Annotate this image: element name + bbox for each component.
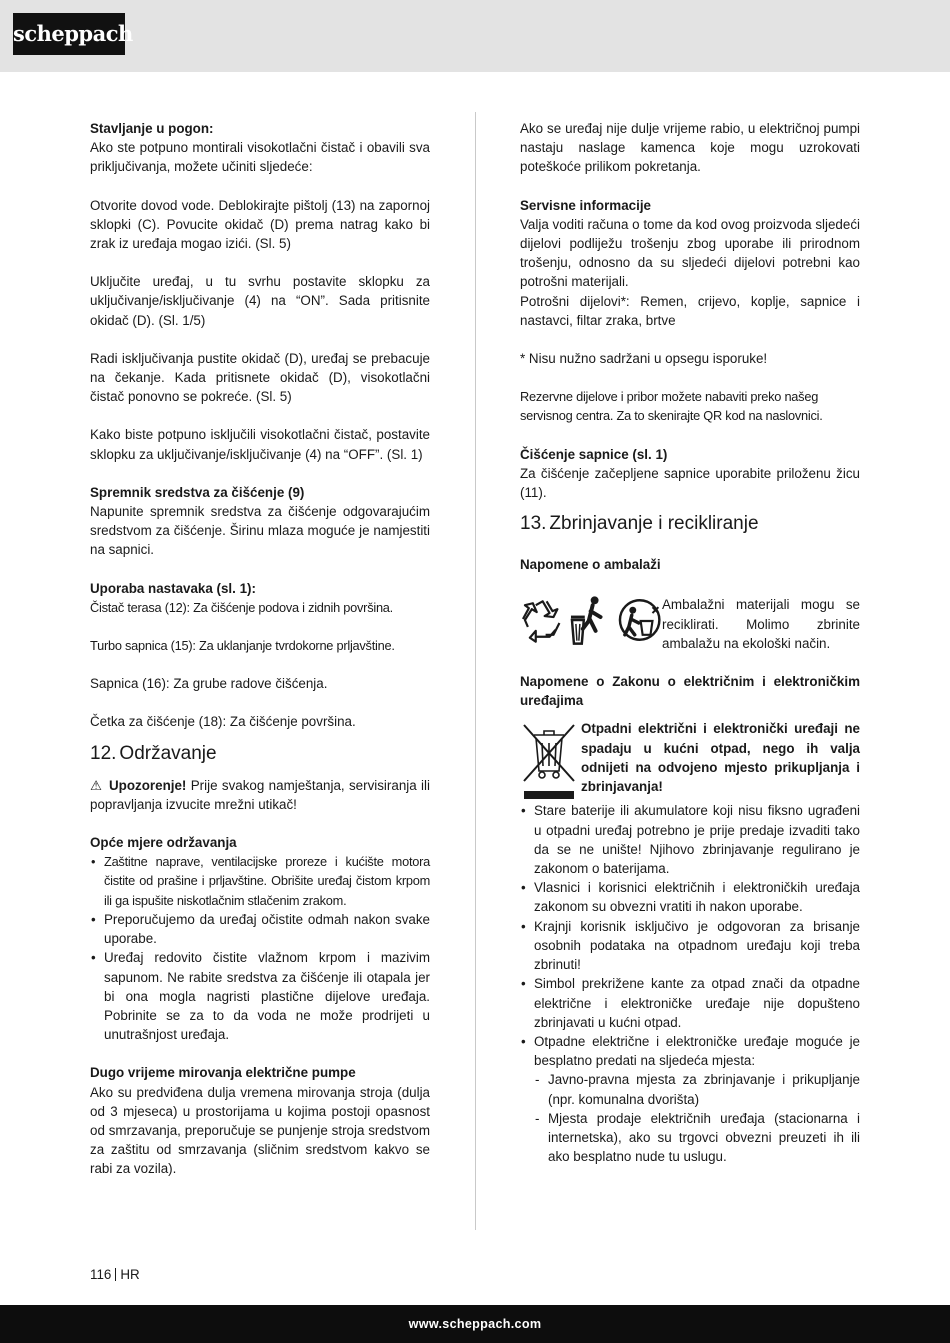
column-divider xyxy=(475,112,476,1230)
recycling-icons xyxy=(520,595,662,645)
maintenance-warning: ⚠ Upozorenje! Prije svakog namještanja, servisiranja ili popravljanja izvucite mrežni utikač! xyxy=(90,777,430,812)
left-column xyxy=(90,119,430,1179)
attachment-item: Čistač terasa (12): Za čišćenje podova i zidnih površina. xyxy=(90,599,393,615)
commissioning-p2: Uključite uređaj, u tu svrhu postavite sklopku za uključivanje/isključivanje (4) na “ON”. Sada pritisnite okidač (D). (Sl. 1/5) xyxy=(90,274,430,328)
service-text: Valja voditi računa o tome da kod ovog proizvoda sljedeći dijelovi podliježu trošenju zbog uporabe ili prirodnom trošenju, odnosno da su sljedeći dijelovi potrebni kao potrošni materijali. xyxy=(520,216,860,290)
page-footer xyxy=(0,1305,950,1343)
commissioning-heading: Stavljanje u pogon: xyxy=(90,121,214,136)
limescale-text: Ako se uređaj nije dulje vrijeme rabio, u električnoj pumpi nastaju naslage kamenca koje mogu uzrokovati poteškoće prilikom pokretanja. xyxy=(520,121,860,175)
commissioning-p3: Radi isključivanja pustite okidač (D), uređaj se prebacuje na čekanje. Kada pritisnete okidač (D), visokotlačni čistač ponovno se pokreće. (Sl. 5) xyxy=(90,350,430,405)
spare-parts-text: Rezervne dijelove i pribor možete nabaviti preko našeg servisnog centra. Za to skenirajte QR kod na naslovnici. xyxy=(520,389,823,424)
attachment-item: Četka za čišćenje (18): Za čišćenje površina. xyxy=(90,714,356,730)
detergent-heading: Spremnik sredstva za čišćenje (9) xyxy=(90,484,305,500)
idle-pump-text: Ako su predviđena dulja vremena mirovanja stroja (dulja od 3 mjeseca) u prostorijama u kojima postoji opasnost od smrzavanja, preporučuje se punjenje stroja sredstvom za zaštitu od smrzavanja (sličnim sredstvom kakvo se rabi za vozila). xyxy=(90,1084,430,1177)
section-maintenance-title: 12. Održavanje xyxy=(90,742,217,764)
nozzle-cleaning-text: Za čišćenje začepljene sapnice uporabite priloženu žicu (11). xyxy=(520,465,860,501)
list-item: • Krajnji korisnik isključivo je odgovoran za brisanje osobnih podataka na otpadnom uređaju koji treba zbrinuti! xyxy=(520,917,860,975)
commissioning-p4: Kako biste potpuno isključili visokotlačni čistač, postavite sklopku za uključivanje/isključivanje (4) na “OFF”. (Sl. 1) xyxy=(90,427,430,462)
page-header xyxy=(0,0,950,72)
list-item: • Zaštitne naprave, ventilacijske proreze i kućište motora čistite od prašine i prljavštine. Obrišite uređaj čistom krpom ili ga ispušite niskotlačnim stlačenim zrakom. xyxy=(90,852,430,910)
attachments-heading: Uporaba nastavaka (sl. 1): xyxy=(90,580,256,596)
scheppach-logo: scheppach xyxy=(13,13,125,55)
commissioning-intro: Ako ste potpuno montirali visokotlačni čistač i obavili sva priključivanja, možete učiniti sljedeće: xyxy=(90,140,430,175)
list-item: • Vlasnici i korisnici električnih i elektroničkih uređaja zakonom su obvezni vratiti ih nakon uporabe. xyxy=(520,878,860,916)
packaging-heading: Napomene o ambalaži xyxy=(520,557,661,573)
list-item: • Uređaj redovito čistite vlažnom krpom i mazivim sapunom. Ne rabite sredstva za čišćenje ili otapala jer bi ona mogla nagristi plastične dijelove uređaja. Pobrinite se za to da voda ne može prodrijeti u unutrašnjost uređaja. xyxy=(90,948,430,1044)
idle-pump-heading: Dugo vrijeme mirovanja električne pumpe xyxy=(90,1065,356,1081)
list-item: • Preporučujemo da uređaj očistite odmah nakon svake uporabe. xyxy=(90,910,430,948)
collection-points-list xyxy=(534,1070,860,1166)
weee-warning-text: Otpadni električni i elektronički uređaji ne spadaju u kućni otpad, nego ih valja odnijeti na odvojeno mjesto prikupljanja i zbrinjavanja! xyxy=(581,721,860,795)
detergent-text: Napunite spremnik sredstva za čišćenje odgovarajućim sredstvom za čišćenje. Širinu mlaza moguće je namjestiti na sapnici. xyxy=(90,504,430,558)
section-disposal-title: 13. Zbrinjavanje i recikliranje xyxy=(520,513,759,535)
weee-notice xyxy=(520,719,860,801)
list-item: - Mjesta prodaje električnih uređaja (stacionarna i internetska), ako su trgovci obvezni preuzeti ih ili ako besplatno nude tu uslugu. xyxy=(534,1109,860,1167)
packaging-text: Ambalažni materijali mogu se reciklirati. Molimo zbrinite ambalažu na ekološki način. xyxy=(662,597,860,651)
list-item: • Stare baterije ili akumulatore koji nisu fiksno ugrađeni u otpadni uređaj potrebno je prije predaje izvaditi tako da se ne unište! Njihovo zbrinjavanje regulirano je zakonom o baterijama. xyxy=(520,801,860,878)
wear-parts-text: Potrošni dijelovi*: Remen, crijevo, koplje, sapnice i nastavci, filtar zraka, brtve xyxy=(520,293,860,328)
commissioning-p1: Otvorite dovod vode. Deblokirajte pištolj (13) na zapornoj sklopki (C). Povucite okidač (D) prema natrag kako bi zrak iz uređaja mogao izići. (Sl. 5) xyxy=(90,197,430,252)
weee-heading: Napomene o Zakonu o električnim i elektroničkim uređajima xyxy=(520,674,860,709)
warning-icon: ⚠ xyxy=(90,777,103,793)
delivery-note: * Nisu nužno sadržani u opsegu isporuke! xyxy=(520,351,768,367)
crossed-out-bin-icon xyxy=(520,719,578,801)
attachment-item: Sapnica (16): Za grube radove čišćenja. xyxy=(90,676,328,692)
list-item: • Otpadne električne i elektroničke uređaje moguće je besplatno predati na sljedeća mjesta: - Javno-pravna mjesta za zbrinjavanje i prikupljanje (npr. komunalna dvorišta) - Mjesta prodaje električnih uređaja (stacionarna i internetska), ako su trgovci obvezni preuzeti ih ili ako besplatno nude tu uslugu. xyxy=(520,1032,860,1166)
general-maintenance-list xyxy=(90,852,430,1044)
right-column xyxy=(520,119,860,1166)
attachment-item: Turbo sapnica (15): Za uklanjanje tvrdokorne prljavštine. xyxy=(90,638,395,654)
page-number: 116 HR xyxy=(90,1267,140,1282)
weee-list xyxy=(520,801,860,1166)
recycle-icon xyxy=(520,597,565,643)
packaging-notice xyxy=(520,595,860,653)
litter-bin-icon xyxy=(569,595,612,645)
general-maintenance-heading: Opće mjere održavanja xyxy=(90,835,237,851)
list-item: • Simbol prekrižene kante za otpad znači da otpadne električne i elektroničke uređaje nije dopušteno zbrinjavati u kućni otpad. xyxy=(520,974,860,1032)
list-item: - Javno-pravna mjesta za zbrinjavanje i prikupljanje (npr. komunalna dvorišta) xyxy=(534,1070,860,1108)
service-heading: Servisne informacije xyxy=(520,197,651,213)
website-link[interactable]: www.scheppach.com xyxy=(408,1317,542,1331)
nozzle-cleaning-heading: Čišćenje sapnice (sl. 1) xyxy=(520,446,668,462)
dispose-properly-icon xyxy=(617,597,662,643)
